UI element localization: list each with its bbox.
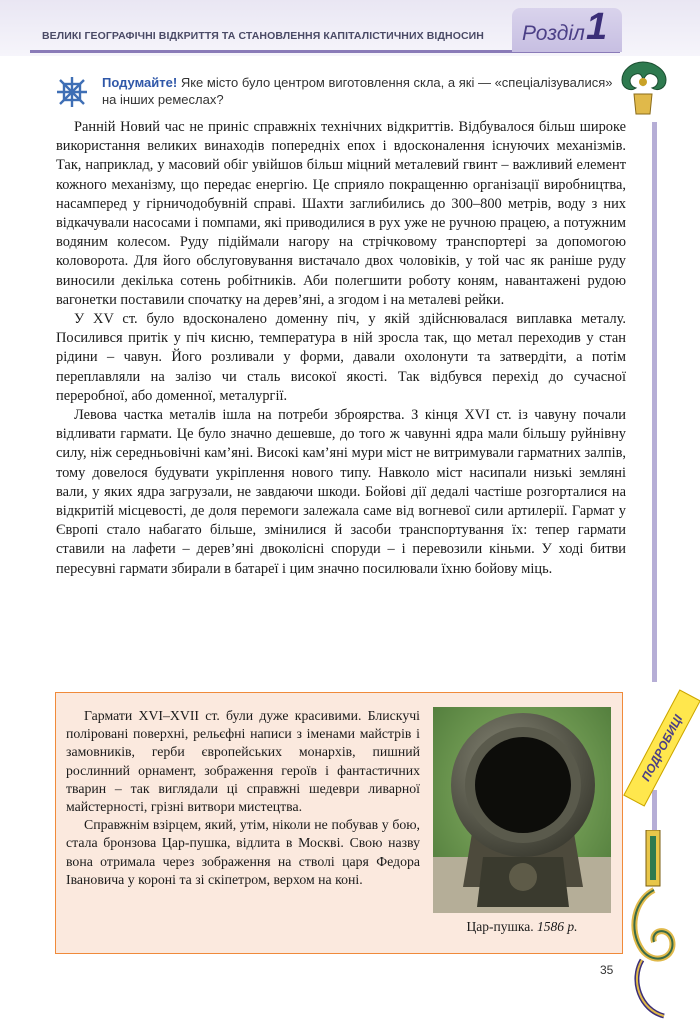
paragraph: Ранній Новий час не приніс справжніх технічних відкриттів. Відбувалося більш широке використання великих винаходів попередніх епох і вдосконалення існуючих механізмів. Так, наприклад, у масовий обіг увійшов більш міцний металевий гвинт – важливий елемент кожного механізму, що передає енергію. Це сприяло покращенню організації виробництва, насамперед у гірничодобувній справі. Шахти заглибились до 300–800 метрів, воду з них відкачували насосами і помпами, які приводилися в рух уже не ручною працею, а потужним водяним колесом. Руду підіймали нагору на стрічковому транспортері за допомогою коловорота. Для його обслуговування вистачало двох чоловіків, у той час як раніше руду виносили декілька сотень робітників. Аби полегшити роботу коням, навантажені рудою вагонетки поставили спочатку на дерев’яні, а згодом і на металеві рейки. [56, 119, 626, 308]
paragraph: Левова частка металів ішла на потреби зброярства. З кінця XVI ст. із чавуну почали відливати гармати. Це було значно дешевше, до того ж чавунні ядра мали більшу руйнівну силу, ніж середньовічні кам’яні. Високі кам’яні мури міст не витримували гарматних залпів, тому довелося будувати укріплення нового типу. Навколо міст насипали низькі земляні вали, у яких ядра загрузали, не завдаючи шкоди. Бойові дії дедалі частіше розгорталися на відкритій місцевості, де доля перемоги залежала саме від вогневої сили артилерії. Гармат у Європі стало набагато більше, змінилися й засоби транспортування їх: тепер гармати ставили на лафети – дерев’яні двоколісні споруди – і перевозили кіньми. У ході битви пересувні гармати збирали в батареї і цим значно посилювали їхню бойову міць. [56, 407, 626, 577]
think-label: Подумайте! [102, 75, 178, 90]
side-bar-lower [652, 790, 657, 835]
photo-caption [433, 919, 611, 935]
details-box [55, 692, 623, 954]
running-title: ВЕЛИКІ ГЕОГРАФІЧНІ ВІДКРИТТЯ ТА СТАНОВЛЕННЯ КАПІТАЛІСТИЧНИХ ВІДНОСИН [42, 30, 484, 42]
caption-name: Цар-пушка. [466, 919, 534, 934]
tsar-cannon-photo [433, 707, 611, 913]
details-label: ПОДРОБИЦІ [623, 689, 700, 806]
section-label: Розділ [522, 22, 585, 45]
paragraph: У XV ст. було вдосконалено доменну піч, у якій здійснювалася виплавка металу. Посилився притік у піч кисню, температура в ній зросла так, що метал переходив у стан рідини – чавун. Його розливали у форми, давали охолонути та затвердіти, а потім переплавляли на залізо чи сталь високої якості. Так відбувся перехід до сучасної переробної, або доменної, металургії. [56, 311, 626, 404]
section-number: 1 [586, 6, 608, 48]
think-icon [54, 74, 90, 110]
caption-year: 1586 р. [536, 919, 578, 934]
ornament-icon [614, 58, 672, 118]
details-paragraph: Гармати XVI–XVII ст. були дуже красивими. Блискучі поліровані поверхні, рельєфні написи з іменами майстрів і замовників, герби європейських монархів, пишний рослинний орнамент, зображення героїв і фантастичних тварин – так виглядали ці справжні шедеври ливарної майстерності, грізні витвори мистецтва. [66, 708, 420, 815]
think-question [102, 74, 622, 108]
main-text [56, 118, 626, 579]
details-text [66, 707, 420, 889]
details-paragraph: Справжнім взірцем, який, утім, ніколи не побував у бою, стала бронзова Цар-пушка, відлита в Москві. Свою назву вона отримала через зображення на стволі царя Федора Івановича у короні та зі скіпетром, верхом на коні. [66, 817, 420, 887]
ornament-bottom-icon [620, 830, 690, 1020]
page-number: 35 [600, 963, 614, 977]
side-bar [652, 122, 657, 682]
think-text: Яке місто було центром виготовлення скла, а які — «спеціалізувалися» на інших ремеслах? [102, 75, 613, 107]
